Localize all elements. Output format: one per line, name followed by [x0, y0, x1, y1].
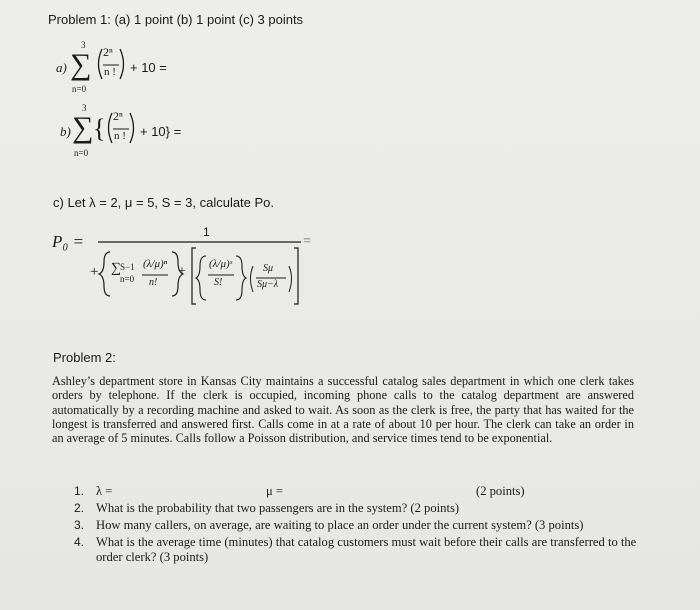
question-2-number: 2. — [74, 501, 85, 515]
problem1-heading: Problem 1: (a) 1 point (b) 1 point (c) 3 points — [48, 12, 304, 27]
question-1-lambda: λ = — [96, 484, 113, 498]
part-b-term-num: 2ⁿ — [113, 109, 123, 123]
question-3-number: 3. — [74, 518, 85, 532]
question-2 — [74, 501, 640, 516]
question-1-mu: μ = — [266, 484, 284, 498]
part-b-upper-limit: 3 — [82, 103, 87, 113]
p0-frac-b-den: S! — [214, 277, 223, 288]
part-b-lower-limit: n=0 — [74, 148, 89, 158]
question-3-text: How many callers, on average, are waiting to place an order under the current system? (3 points) — [96, 518, 584, 532]
part-b-rest: + 10} = — [140, 124, 182, 139]
part-b-brace: { — [93, 114, 106, 143]
p0-sum-lower: n=0 — [120, 274, 135, 284]
p0-lhs: P₀ = — [52, 232, 85, 251]
p0-frac-a: (λ/μ)ⁿ — [143, 258, 168, 270]
p0-plus-1: + — [90, 264, 99, 280]
p0-plus-2: + — [178, 264, 186, 279]
p0-frac-a-den: n! — [149, 277, 158, 288]
question-4-number: 4. — [74, 535, 85, 549]
p0-frac-c-den: Sμ−λ — [257, 279, 279, 290]
question-1-points: (2 points) — [476, 484, 525, 498]
part-a-label: a) — [56, 60, 67, 75]
part-b-sigma: ∑ — [72, 111, 94, 144]
problem2-questions — [74, 484, 640, 567]
part-a-sigma: ∑ — [70, 48, 92, 81]
part-a-term-den: n ! — [104, 66, 116, 78]
part-a-rest: + 10 = — [130, 60, 167, 75]
part-a-lower-limit: n=0 — [72, 84, 87, 94]
p0-frac-b: (λ/μ)ˢ — [209, 258, 232, 270]
part-b-term-den: n ! — [114, 130, 126, 142]
p0-sum-upper: S−1 — [120, 262, 135, 272]
problem2-paragraph: Ashley’s department store in Kansas City maintains a successful catalog sales department in which one clerk takes orders by telephone. If the clerk is occupied, incoming phone calls to the catalog department are answered automatically by a recording machine and asked to wait. As soon as the clerk is free, the party that has waited for the longest is transferred and answered first. Calls come in at a rate of about 10 per hour. The clerk can take an order in an average of 5 minutes. Calls follow a Poisson distribution, and service times tend to be exponential. — [52, 374, 634, 446]
question-4-text: What is the average time (minutes) that catalog customers must wait before their calls are transferred to the order clerk? (3 points) — [96, 535, 637, 564]
p0-equals: = — [303, 234, 311, 249]
p0-sum-sigma: ∑ — [111, 261, 121, 276]
question-1-number: 1. — [74, 484, 85, 498]
part-b-label: b) — [60, 124, 71, 139]
question-3 — [74, 518, 640, 533]
question-4 — [74, 535, 640, 565]
p0-numerator: 1 — [203, 225, 210, 239]
question-1 — [74, 484, 640, 499]
problem2-title: Problem 2: — [53, 350, 116, 365]
p0-frac-c: Sμ — [263, 263, 274, 274]
question-2-text: What is the probability that two passengers are in the system? (2 points) — [96, 501, 460, 515]
part-c-text: c) Let λ = 2, μ = 5, S = 3, calculate Po. — [53, 195, 275, 210]
part-a-upper-limit: 3 — [81, 40, 86, 50]
part-a-term-num: 2ⁿ — [103, 45, 113, 59]
